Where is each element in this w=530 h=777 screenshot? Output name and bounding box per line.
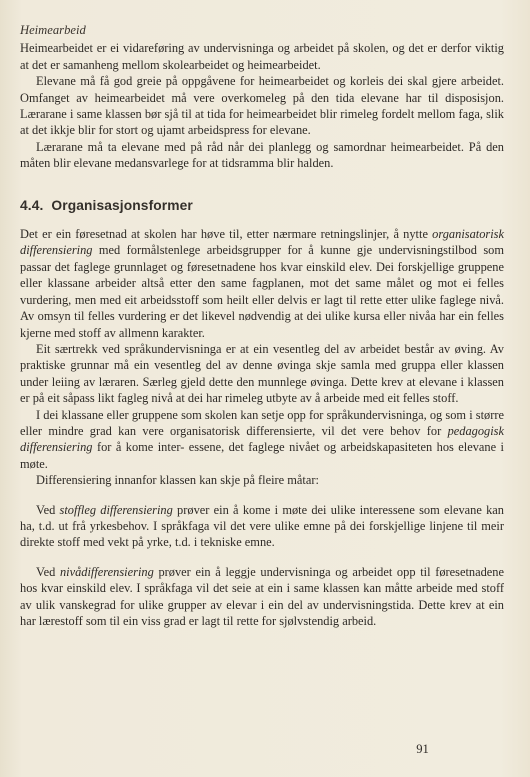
emphasis: organisatorisk differensiering: [20, 227, 504, 258]
paragraph: Heimearbeidet er ei vidareføring av undervisninga og arbeidet på skolen, og det er derfor viktig at det er samanheng mellom skolearbeidet og heimearbeidet.: [20, 41, 504, 72]
paragraph: Ved stoffleg differensiering prøver ein å kome i møte dei ulike interessene som elevane kan ha, t.d. ut frå yrkesbehov. I språkfaga vil det vere ulike emne på dei forskjellige linjene til meir direkte stoff med vekt på yrke, t.d. i tekniske emne.: [20, 502, 505, 550]
section-title: Organisasjonsformer: [51, 197, 193, 213]
section-number: 4.4.: [20, 197, 44, 213]
emphasis: stoffleg differensiering: [59, 502, 173, 517]
paragraph: Lærarane må ta elevane med på råd når dei planlegg og samordnar heimearbeidet. På den måten blir elevane medansvarlege for at tidsramma blir halden.: [20, 139, 504, 171]
section-heading: [20, 198, 504, 214]
page-content: [20, 22, 504, 629]
paragraph: Det er ein føresetnad at skolen har høve til, etter nærmare retningslinjer, å nytte organisatorisk differensiering med formålstenlege arbeidsgrupper for å kunne gje undervisningstilbod som passar det faglege grunnlaget og føresetnadene hos kvar einskild elev. Dei forskjellige gruppene eller klassane arbeider altså etter den same fagplanen, mot det same målet og mot ei felles vurdering, men med eit arbeidsstoff som heilt eller delvis er lagt til rette etter ulike faglege nivå. Av omsyn til felles vurdering er det likevel nødvendig at dei ulike kursa eller nivåa har ein felles kjerne med stoff av allmenn karakter.: [20, 227, 504, 340]
page-number: 91: [416, 742, 429, 756]
running-head: Heimearbeid: [20, 23, 86, 37]
paragraph: I dei klassane eller gruppene som skolen kan setje opp for språkundervisninga, og som i større eller mindre grad kan vere organisatorisk differensierte, vil det vere behov for pedagogisk differensiering for å kome inter- essene, det faglege nivået og arbeidskapasiteten hos elevane i møte.: [20, 407, 504, 471]
emphasis: nivådifferensiering: [59, 564, 154, 579]
paragraph: Ved nivådifferensiering prøver ein å leggje undervisninga og arbeidet opp til føresetnadene hos kvar einskild elev. I språkfaga vil det seie at ein i same klassen kan måtte arbeide med stoff av ulik vanskegrad for ulike grupper av elevar i ein del av undervisningstida. Dette krev at ein har lærestoff som til ein viss grad er lagt til rette for sjølvstendig arbeid.: [20, 564, 504, 628]
emphasis: pedagogisk differensiering: [20, 423, 504, 455]
paragraph: Differensiering innanfor klassen kan skje på fleire måtar:: [36, 473, 319, 488]
paragraph: Eit særtrekk ved språkundervisninga er at ein vesentleg del av arbeidet består av øving. Av praktiske grunnar må ein vesentleg del av denne øvinga skje samla med gruppa eller klassen under leiing av læraren. Særleg gjeld dette den munnlege øvinga. Dette krev at elevane i klassen er på eit såpass likt fagleg nivå at dei har rimeleg utbyte av å arbeide med eit felles stoff.: [20, 341, 504, 406]
section-body: [20, 226, 504, 629]
paragraph: Elevane må få god greie på oppgåvene for heimearbeidet og korleis dei skal gjere arbeidet. Omfanget av heimearbeidet må vere overkomeleg på den tida elevane har til disposisjon. Lærarane i same klassen bør sjå til at tida for heimearbeidet blir rimeleg fordelt mellom faga, slik at det ikkje blir for stort og ujamt arbeidspress for elevane.: [20, 74, 504, 138]
